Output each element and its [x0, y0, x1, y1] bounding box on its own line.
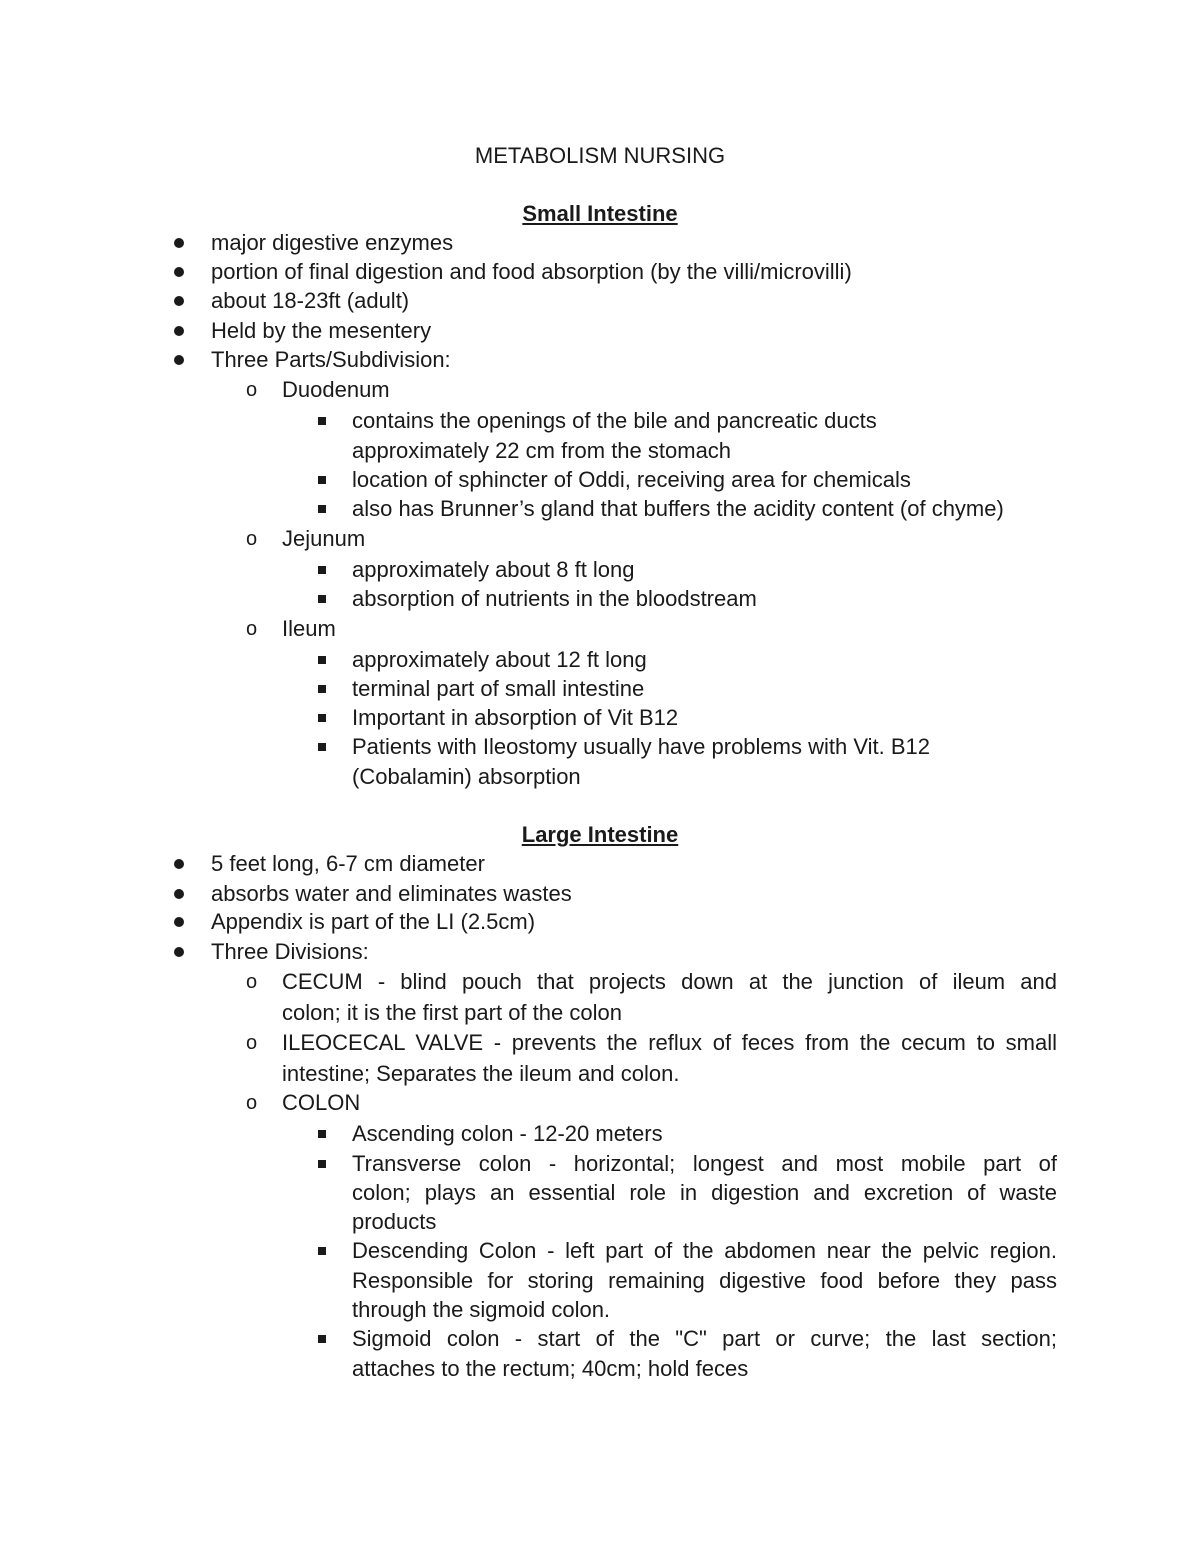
bullet-disc	[174, 879, 186, 909]
bullet-disc	[174, 257, 186, 287]
small-intestine-heading: Small Intestine	[522, 201, 678, 226]
bullet-circle: o	[246, 1032, 258, 1054]
bullet-circle: o	[246, 528, 258, 550]
bullet-disc	[174, 286, 186, 316]
list-item: terminal part of small intestine	[352, 676, 645, 701]
list-item-continuation: Responsible for storing remaining digestive food before they pass	[352, 1268, 1057, 1293]
bullet-square	[318, 406, 328, 436]
list-item: Held by the mesentery	[211, 318, 432, 343]
list-item-continuation: attaches to the rectum; 40cm; hold feces	[352, 1356, 749, 1381]
division-ileocecal-valve: ILEOCECAL VALVE - prevents the reflux of feces from the cecum to small	[282, 1030, 1057, 1055]
list-item-continuation: through the sigmoid colon.	[352, 1297, 611, 1322]
list-item: Important in absorption of Vit B12	[352, 705, 679, 730]
list-item: approximately 22 cm from the stomach	[352, 438, 732, 463]
list-item-continuation: products	[352, 1209, 437, 1234]
division-ileocecal-continuation: intestine; Separates the ileum and colon.	[282, 1061, 680, 1086]
bullet-disc	[174, 937, 186, 967]
bullet-circle: o	[246, 618, 258, 640]
bullet-square	[318, 703, 328, 733]
list-item-continuation: colon; plays an essential role in digestion and excretion of waste	[352, 1180, 1057, 1205]
list-item: Patients with Ileostomy usually have problems with Vit. B12	[352, 734, 930, 759]
list-item: contains the openings of the bile and pancreatic ducts	[352, 408, 877, 433]
division-cecum: CECUM - blind pouch that projects down at the junction of ileum and	[282, 969, 1057, 994]
division-cecum-continuation: colon; it is the first part of the colon	[282, 1000, 622, 1025]
bullet-square	[318, 584, 328, 614]
list-item: also has Brunner’s gland that buffers the acidity content (of chyme)	[352, 496, 1004, 521]
list-item: Transverse colon - horizontal; longest and most mobile part of	[352, 1151, 1057, 1176]
bullet-disc	[174, 849, 186, 879]
bullet-disc	[174, 228, 186, 258]
subsection-duodenum: Duodenum	[282, 377, 390, 402]
bullet-square	[318, 732, 328, 762]
bullet-disc	[174, 345, 186, 375]
list-item: 5 feet long, 6-7 cm diameter	[211, 851, 485, 876]
bullet-square	[318, 494, 328, 524]
list-item: location of sphincter of Oddi, receiving area for chemicals	[352, 467, 911, 492]
list-item: absorption of nutrients in the bloodstream	[352, 586, 757, 611]
document-title: METABOLISM NURSING	[474, 143, 726, 168]
bullet-square	[318, 1324, 328, 1354]
list-item: absorbs water and eliminates wastes	[211, 881, 572, 906]
bullet-square	[318, 465, 328, 495]
subsection-jejunum: Jejunum	[282, 526, 366, 551]
bullet-square	[318, 674, 328, 704]
bullet-circle: o	[246, 971, 258, 993]
list-item: portion of final digestion and food absorption (by the villi/microvilli)	[211, 259, 852, 284]
division-colon: COLON	[282, 1090, 361, 1115]
bullet-disc	[174, 316, 186, 346]
bullet-square	[318, 1236, 328, 1266]
list-item: approximately about 8 ft long	[352, 557, 635, 582]
list-item: Appendix is part of the LI (2.5cm)	[211, 909, 536, 934]
bullet-disc	[174, 907, 186, 937]
bullet-square	[318, 645, 328, 675]
list-item: Sigmoid colon - start of the "C" part or curve; the last section;	[352, 1326, 1057, 1351]
large-intestine-heading: Large Intestine	[521, 822, 679, 847]
list-item: Three Parts/Subdivision:	[211, 347, 451, 372]
bullet-square	[318, 1119, 328, 1149]
list-item: major digestive enzymes	[211, 230, 454, 255]
bullet-square	[318, 555, 328, 585]
list-item: Ascending colon - 12-20 meters	[352, 1121, 663, 1146]
list-item: Three Divisions:	[211, 939, 369, 964]
list-item: about 18-23ft (adult)	[211, 288, 410, 313]
bullet-circle: o	[246, 379, 258, 401]
list-item: Descending Colon - left part of the abdomen near the pelvic region.	[352, 1238, 1057, 1263]
subsection-ileum: Ileum	[282, 616, 336, 641]
list-item: approximately about 12 ft long	[352, 647, 647, 672]
bullet-circle: o	[246, 1092, 258, 1114]
bullet-square	[318, 1149, 328, 1179]
list-item-continuation: (Cobalamin) absorption	[352, 764, 581, 789]
